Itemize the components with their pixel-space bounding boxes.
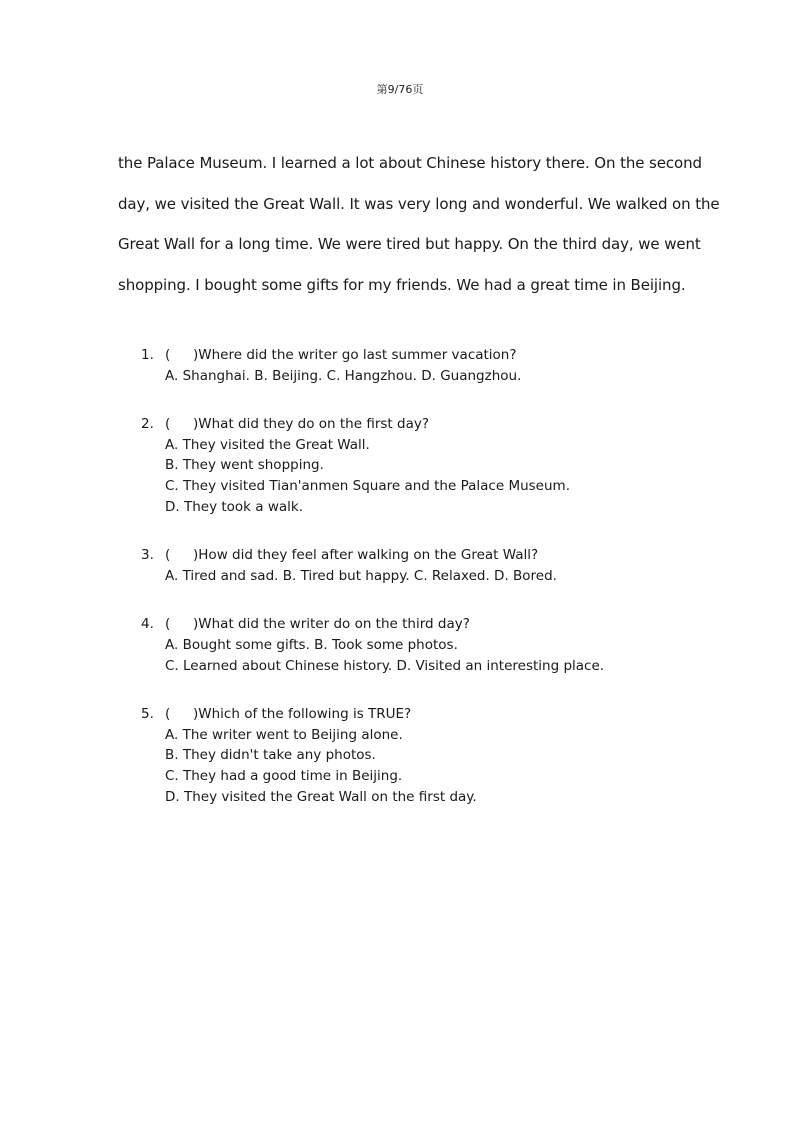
question-number: 3. [141, 547, 154, 564]
question-stem [141, 614, 701, 635]
answer-blank-open: ( [165, 547, 171, 564]
question-number: 1. [141, 347, 154, 363]
question-stem [141, 345, 701, 366]
answer-blank-close: ) [193, 416, 199, 433]
passage-line: day, we visited the Great Wall. It was very long and wonderful. We walked on the [118, 194, 720, 213]
question-text: How did they feel after walking on the Great Wall? [198, 547, 539, 564]
question-2 [141, 414, 701, 517]
answer-blank-open: ( [165, 416, 171, 433]
question-text: What did they do on the first day? [198, 416, 430, 433]
answer-blank-open: ( [165, 706, 171, 723]
question-3 [141, 545, 701, 586]
question-number: 5. [141, 706, 154, 723]
answer-blank-close: ) [193, 547, 199, 564]
answer-option: A. Shanghai. B. Beijing. C. Hangzhou. D. Guangzhou. [165, 367, 522, 384]
answer-option: A. The writer went to Beijing alone. [165, 726, 403, 743]
answer-option: A. Tired and sad. B. Tired but happy. C. Relaxed. D. Bored. [165, 567, 557, 584]
question-text: Where did the writer go last summer vacation? [198, 347, 517, 363]
passage-line: shopping. I bought some gifts for my friends. We had a great time in Beijing. [118, 275, 686, 294]
question-stem [141, 414, 701, 435]
question-1 [141, 345, 701, 386]
page-number: 第9/76页 [376, 83, 424, 96]
answer-blank-close: ) [193, 706, 199, 723]
question-number: 2. [141, 416, 154, 433]
answer-option: C. They visited Tian'anmen Square and the Palace Museum. [165, 477, 570, 494]
question-number: 4. [141, 616, 154, 633]
question-stem [141, 545, 701, 566]
question-4 [141, 614, 701, 676]
answer-option: C. They had a good time in Beijing. [165, 767, 403, 784]
question-list [141, 345, 701, 807]
reading-passage [118, 150, 720, 312]
answer-blank-close: ) [193, 347, 199, 363]
answer-option: A. Bought some gifts. B. Took some photos. [165, 636, 458, 653]
answer-option: B. They didn't take any photos. [165, 747, 376, 764]
question-stem [141, 704, 701, 725]
answer-option: A. They visited the Great Wall. [165, 436, 370, 453]
question-text: What did the writer do on the third day? [198, 616, 470, 633]
passage-line: the Palace Museum. I learned a lot about Chinese history there. On the second [118, 154, 702, 172]
answer-blank-open: ( [165, 347, 171, 363]
question-5 [141, 704, 701, 807]
question-text: Which of the following is TRUE? [198, 706, 412, 723]
answer-blank-open: ( [165, 616, 171, 633]
answer-option: B. They went shopping. [165, 457, 324, 474]
answer-option: D. They took a walk. [165, 498, 304, 515]
answer-option: C. Learned about Chinese history. D. Visited an interesting place. [165, 657, 605, 674]
passage-line: Great Wall for a long time. We were tired but happy. On the third day, we went [118, 235, 701, 254]
answer-option: D. They visited the Great Wall on the first day. [165, 788, 477, 805]
answer-blank-close: ) [193, 616, 199, 633]
